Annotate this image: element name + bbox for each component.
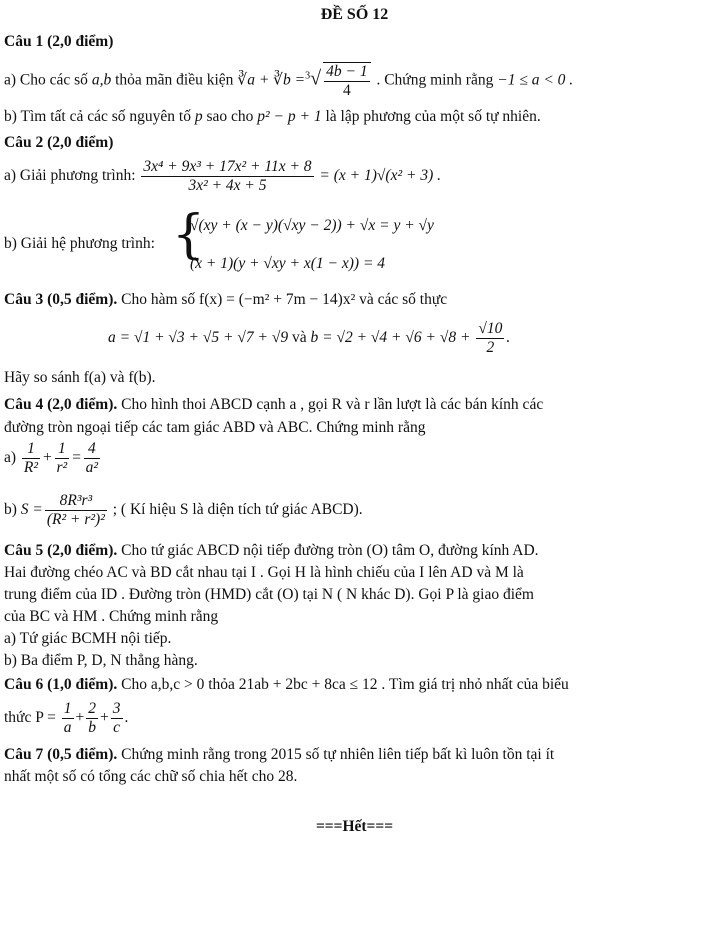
q6-expression: thức P = $\frac{1}{a}$ + $\frac{2}{b}$ + $\frac{3}{c}$ . — [4, 700, 129, 736]
q2b-prefix: b) Giải hệ phương trình: — [4, 235, 155, 252]
q1b-mid: sao cho — [206, 108, 254, 125]
q4-part-b: b) S = $\frac{\text{8R³r³}}{\text{(R² + r²)²}}$ ; ( Kí hiệu S là diện tích tứ giác ABCD). — [4, 492, 363, 528]
q3-text: Cho hàm số f(x) = (−m² + 7m − 14)x² và các số thực — [121, 291, 448, 308]
q3-compare: Hãy so sánh f(a) và f(b). — [4, 369, 156, 386]
q2a-fraction: $\frac{\text{3x⁴ + 9x³ + 17x² + 11x + 8}}{\text{3x² + 4x + 5}}$ — [143, 158, 312, 194]
q3-heading: Câu 3 (0,5 điểm). — [4, 291, 118, 308]
q1a-inequality: −1 ≤ a < 0 . — [497, 71, 574, 89]
q3-line1 — [4, 291, 447, 309]
q5-heading: Câu 5 (2,0 điểm). — [4, 542, 118, 559]
q1b-var: p — [194, 108, 203, 125]
q2b-line2: (x + 1)(y + √xy + x(1 − x)) = 4 — [190, 255, 386, 272]
q5-block: Câu 5 (2,0 điểm). Cho tứ giác ABCD nội tiếp đường tròn (O) tâm O, đường kính AD. Hai đường chéo AC và BD cắt nhau tại I . Gọi H là hình chiếu của I lên AD và M là trung điểm của ID . Đường tròn (HMD) cắt (O) tại N ( N khác D). Gọi P là giao điểm của BC và HM . Chứng minh rằng a) Tứ giác BCMH nội tiếp. b) Ba điểm P, D, N thẳng hàng. — [4, 540, 704, 672]
q3-conj: và — [291, 328, 307, 346]
q1a-vars: a,b — [91, 71, 112, 89]
q2-part-a — [4, 158, 441, 195]
q3-eq-b-fraction: $\frac{√10}{2}$ — [478, 320, 503, 356]
q4-line2: đường tròn ngoại tiếp các tam giác ABD và ABC. Chứng minh rằng — [4, 419, 426, 436]
q2b-line1: √(xy + (x − y)(√xy − 2)) + √x = y + √y — [190, 217, 434, 234]
q2-heading: Câu 2 (2,0 điểm) — [4, 134, 114, 151]
q6-line1: Câu 6 (1,0 điểm). Cho a,b,c > 0 thỏa 21ab + 2bc + 8ca ≤ 12 . Tìm giá trị nhỏ nhất của biểu — [4, 676, 569, 693]
q1b-expr: p² − p + 1 — [257, 108, 322, 125]
q1-heading: Câu 1 (2,0 điểm) — [4, 33, 114, 50]
end-marker: ===Hết=== — [315, 818, 394, 835]
q4-heading: Câu 4 (2,0 điểm). — [4, 396, 118, 413]
q1a-eq-left: ∛a + ∛b = — [237, 71, 306, 89]
q1b-after: là lập phương của một số tự nhiên. — [325, 108, 541, 125]
q7-heading: Câu 7 (0,5 điểm). — [4, 746, 118, 763]
q4-part-a: a) $\frac{1}{\text{R²}}$ + $\frac{1}{\text{r²}}$ = $\frac{4}{\text{a²}}$ — [4, 440, 99, 476]
page-title: ĐỀ SỐ 12 — [320, 6, 389, 23]
q5-part-b: b) Ba điểm P, D, N thẳng hàng. — [4, 652, 198, 669]
q1a-mid: thỏa mãn điều kiện — [115, 71, 234, 89]
q1a-fraction: $\frac{4b - 1}{4}$ — [323, 62, 370, 100]
q1-part-b — [4, 108, 541, 126]
q3-equations: a = √1 + √3 + √5 + √7 + √9 và b = √2 + √4 + √6 + √8 + $\frac{√10}{2}$ . — [108, 320, 511, 356]
q6-heading: Câu 6 (1,0 điểm). — [4, 676, 118, 693]
system-brace: { — [172, 205, 206, 265]
q2a-rhs: = (x + 1)√(x² + 3) . — [319, 166, 441, 184]
q4-text: Cho hình thoi ABCD cạnh a , gọi R và r lần lượt là các bán kính các — [121, 396, 544, 413]
q4-line1 — [4, 396, 543, 414]
q1a-prefix: a) Cho các số — [4, 71, 88, 89]
q5-part-a: a) Tứ giác BCMH nội tiếp. — [4, 630, 172, 647]
q7-block: Câu 7 (0,5 điểm). Chứng minh rằng trong 2015 số tự nhiên liên tiếp bất kì luôn tồn tại ít nhất một số có tổng các chữ số chia hết cho 28. — [4, 746, 555, 785]
q1b-prefix: b) Tìm tất cả các số nguyên tố — [4, 108, 191, 125]
q3-eq-b: b = √2 + √4 + √6 + √8 + — [310, 328, 471, 346]
q2a-prefix: a) Giải phương trình: — [4, 166, 136, 184]
q3-eq-a: a = √1 + √3 + √5 + √7 + √9 — [108, 328, 289, 346]
q1a-after: . Chứng minh rằng — [376, 71, 494, 89]
q1-part-a: a) Cho các số a,b thỏa mãn điều kiện ∛a + ∛b =$^3$√ $\frac{4b - 1}{4}$ . Chứng minh rằng −1 ≤ a < 0 . — [4, 63, 574, 99]
